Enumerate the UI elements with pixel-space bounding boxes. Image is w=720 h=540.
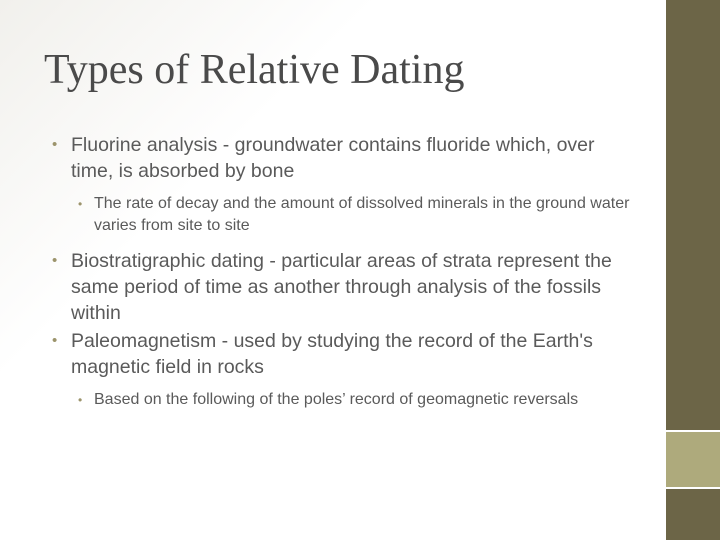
sidebar-divider: [664, 0, 666, 540]
slide-title: Types of Relative Dating: [44, 47, 465, 93]
bullet-text: Paleomagnetism - used by studying the record of the Earth's magnetic field in rocks: [71, 330, 593, 378]
bullet-fluorine-analysis: [52, 132, 642, 184]
subbullet-text: The rate of decay and the amount of dissolved minerals in the ground water varies from site to site: [94, 195, 630, 234]
subbullet-text: Based on the following of the poles’ record of geomagnetic reversals: [94, 391, 579, 408]
slide-body: [52, 132, 642, 422]
bullet-icon: •: [52, 136, 58, 153]
sidebar-divider-upper: [666, 430, 720, 432]
sidebar-accent-bottom: [666, 487, 720, 540]
subbullet-geomagnetic-reversals: [52, 389, 642, 411]
bullet-biostratigraphic-dating: [52, 248, 642, 326]
sidebar-accent-top: [666, 0, 720, 432]
bullet-icon: •: [78, 393, 83, 407]
subbullet-decay-rate: [52, 193, 642, 237]
sidebar-accent-middle: [666, 432, 720, 487]
sidebar-divider-lower: [666, 487, 720, 489]
bullet-paleomagnetism: [52, 328, 642, 380]
bullet-text: Biostratigraphic dating - particular areas of strata represent the same period of time as another through analysis of the fossils within: [71, 250, 612, 324]
bullet-icon: •: [52, 332, 58, 349]
bullet-text: Fluorine analysis - groundwater contains fluoride which, over time, is absorbed by bone: [71, 134, 595, 182]
bullet-icon: •: [78, 197, 83, 211]
bullet-icon: •: [52, 252, 58, 269]
